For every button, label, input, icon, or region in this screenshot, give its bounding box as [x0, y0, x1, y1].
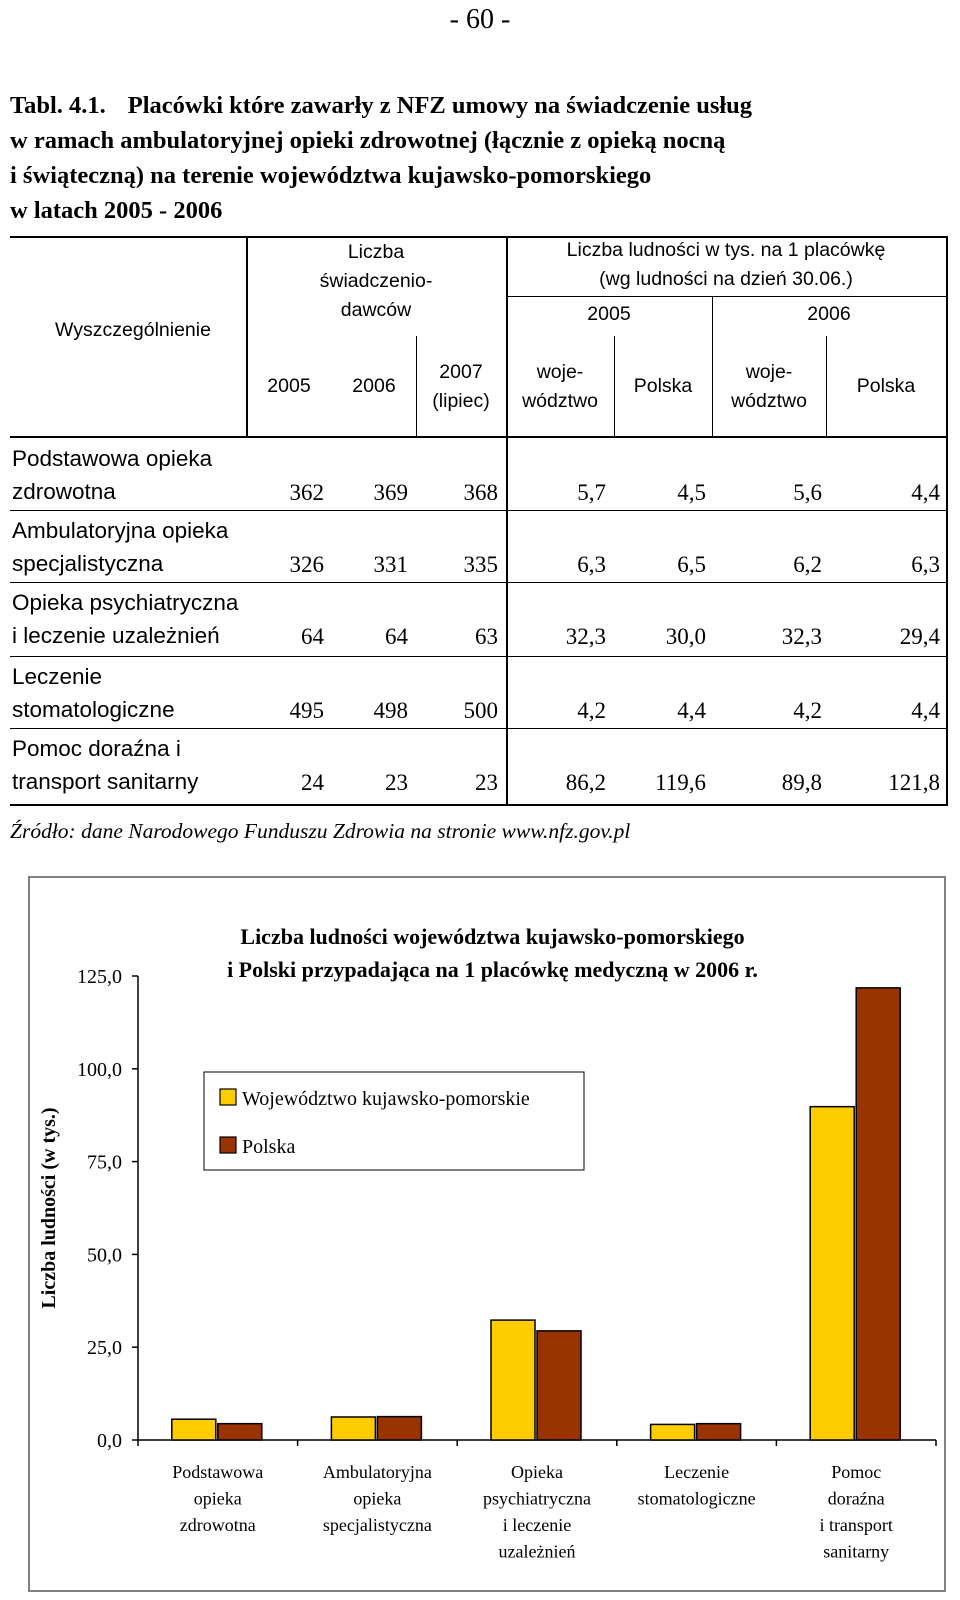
y-tick-label: 75,0 — [87, 1151, 122, 1174]
header-sub-2006: 2006 — [352, 375, 396, 397]
table-cell: 119,6 — [655, 770, 706, 795]
table-cell: 335 — [463, 552, 498, 577]
table-cell: 32,3 — [565, 624, 606, 649]
table-cell: 5,6 — [793, 480, 822, 505]
x-tick-label: opieka — [353, 1488, 402, 1509]
table-cell: 368 — [463, 480, 498, 505]
table-cell: 86,2 — [565, 770, 606, 795]
table-cell: 23 — [475, 770, 498, 795]
header-wyszczegolnienie: Wyszczególnienie — [55, 319, 211, 341]
header-sub-polska-2005: Polska — [633, 375, 693, 397]
y-axis-label: Liczba ludności (w tys.) — [38, 1107, 60, 1309]
table-cell: 6,2 — [793, 552, 822, 577]
table-cell: 29,4 — [899, 624, 940, 649]
title-line-1: Placówki które zawarły z NFZ umowy na świadczenie usług — [127, 92, 753, 119]
table-cell: 6,3 — [577, 552, 606, 577]
x-tick-label: Opieka — [511, 1462, 563, 1482]
table-cell: 500 — [463, 698, 498, 723]
table-cell: 63 — [475, 624, 498, 649]
table-cell: 64 — [385, 624, 408, 649]
table-cell: 30,0 — [665, 624, 706, 649]
row-label-line: zdrowotna — [12, 479, 116, 504]
header-year-2006: 2006 — [807, 303, 851, 325]
table-cell: 4,4 — [911, 480, 940, 505]
header-group1-line-1: Liczba — [347, 241, 405, 263]
x-tick-label: Ambulatoryjna — [322, 1462, 432, 1482]
y-tick-label: 100,0 — [77, 1058, 122, 1081]
y-tick-label: 125,0 — [77, 966, 122, 988]
bar — [491, 1320, 535, 1440]
row-label-line: specjalistyczna — [12, 551, 164, 576]
table-cell: 4,4 — [677, 698, 706, 723]
bar — [218, 1424, 262, 1440]
title-line-3: i świąteczną) na terenie województwa kujawsko-pomorskiego — [10, 162, 652, 189]
bar — [651, 1424, 695, 1440]
header-group2-line-2: (wg ludności na dzień 30.06.) — [599, 268, 853, 290]
x-tick-label: Podstawowa — [172, 1462, 264, 1482]
legend-label: Województwo kujawsko-pomorskie — [242, 1088, 530, 1110]
legend-label: Polska — [242, 1136, 296, 1158]
page-number: - 60 - — [449, 4, 511, 35]
source-note: Źródło: dane Narodowego Funduszu Zdrowia na stronie www.nfz.gov.pl — [10, 819, 631, 843]
row-label-line: Ambulatoryjna opieka — [12, 518, 229, 543]
x-tick-label: Leczenie — [664, 1462, 730, 1482]
table-cell: 331 — [373, 552, 408, 577]
y-tick-label: 50,0 — [87, 1244, 122, 1267]
x-tick-label: i leczenie — [502, 1515, 572, 1535]
y-tick-label: 0,0 — [97, 1430, 122, 1452]
table-cell: 495 — [289, 698, 324, 723]
table-cell: 326 — [289, 552, 324, 577]
bar — [856, 988, 900, 1440]
header-sub-polska-2006: Polska — [856, 375, 916, 397]
table-cell: 64 — [301, 624, 324, 649]
x-tick-label: specjalistyczna — [322, 1515, 432, 1535]
row-label-line: Podstawowa opieka — [12, 446, 213, 471]
table-cell: 23 — [385, 770, 408, 795]
header-woj-line-2: wództwo — [731, 390, 807, 412]
bar — [697, 1424, 741, 1440]
table-cell: 24 — [301, 770, 324, 795]
row-label-line: stomatologiczne — [12, 697, 175, 722]
table-cell: 89,8 — [781, 770, 822, 795]
header-sub-2005: 2005 — [267, 375, 311, 397]
table-cell: 4,2 — [577, 698, 606, 723]
bar — [810, 1107, 854, 1440]
row-label-line: transport sanitarny — [12, 769, 199, 794]
x-tick-label: psychiatryczna — [483, 1488, 591, 1509]
header-year-2005: 2005 — [587, 303, 631, 325]
title-line-4: w latach 2005 - 2006 — [10, 197, 223, 224]
row-label-line: i leczenie uzależnień — [12, 623, 220, 648]
legend-swatch — [220, 1089, 236, 1105]
header-woj-line-2: wództwo — [522, 390, 598, 412]
table-cell: 362 — [289, 480, 324, 505]
bar — [331, 1417, 375, 1440]
table-cell: 6,5 — [677, 552, 706, 577]
table-cell: 121,8 — [888, 770, 940, 795]
row-label-line: Opieka psychiatryczna — [12, 590, 239, 615]
table-cell: 6,3 — [911, 552, 940, 577]
header-group1-line-3: dawców — [340, 299, 412, 321]
x-tick-label: opieka — [193, 1488, 242, 1509]
header-group2-line-1: Liczba ludności w tys. na 1 placówkę — [566, 239, 886, 261]
y-tick-label: 25,0 — [87, 1337, 122, 1360]
x-tick-label: stomatologiczne — [637, 1488, 756, 1509]
chart-title-line-1: Liczba ludności województwa kujawsko-pomorskiego — [240, 924, 745, 949]
header-woj-line-1: woje- — [536, 361, 584, 383]
row-label-line: Leczenie — [12, 664, 103, 689]
title-line-2: w ramach ambulatoryjnej opieki zdrowotnej (łącznie z opieką nocną — [10, 127, 726, 154]
x-tick-label: zdrowotna — [179, 1515, 256, 1535]
header-woj-line-1: woje- — [745, 361, 793, 383]
header-group1-line-2: świadczenio- — [319, 270, 433, 292]
table-cell: 4,5 — [677, 480, 706, 505]
header-sub-2007-line-2: (lipiec) — [432, 390, 490, 412]
table-label: Tabl. 4.1. — [10, 92, 106, 119]
x-tick-label: i transport — [819, 1515, 893, 1535]
table-cell: 5,7 — [577, 480, 606, 505]
chart-title-line-2: i Polski przypadająca na 1 placówkę medyczną w 2006 r. — [227, 957, 758, 982]
bar — [537, 1331, 581, 1440]
x-tick-label: Pomoc — [831, 1462, 882, 1482]
bar — [172, 1419, 216, 1440]
bar — [377, 1417, 421, 1440]
legend-swatch — [220, 1137, 236, 1153]
table-cell: 32,3 — [781, 624, 822, 649]
table-cell: 4,4 — [911, 698, 940, 723]
row-label-line: Pomoc doraźna i — [12, 736, 181, 761]
x-tick-label: doraźna — [827, 1488, 885, 1509]
x-tick-label: uzależnień — [498, 1541, 576, 1562]
x-tick-label: sanitarny — [823, 1541, 890, 1562]
table-cell: 498 — [373, 698, 408, 723]
table-cell: 4,2 — [793, 698, 822, 723]
header-sub-2007-line-1: 2007 — [439, 361, 483, 383]
table-cell: 369 — [373, 480, 408, 505]
